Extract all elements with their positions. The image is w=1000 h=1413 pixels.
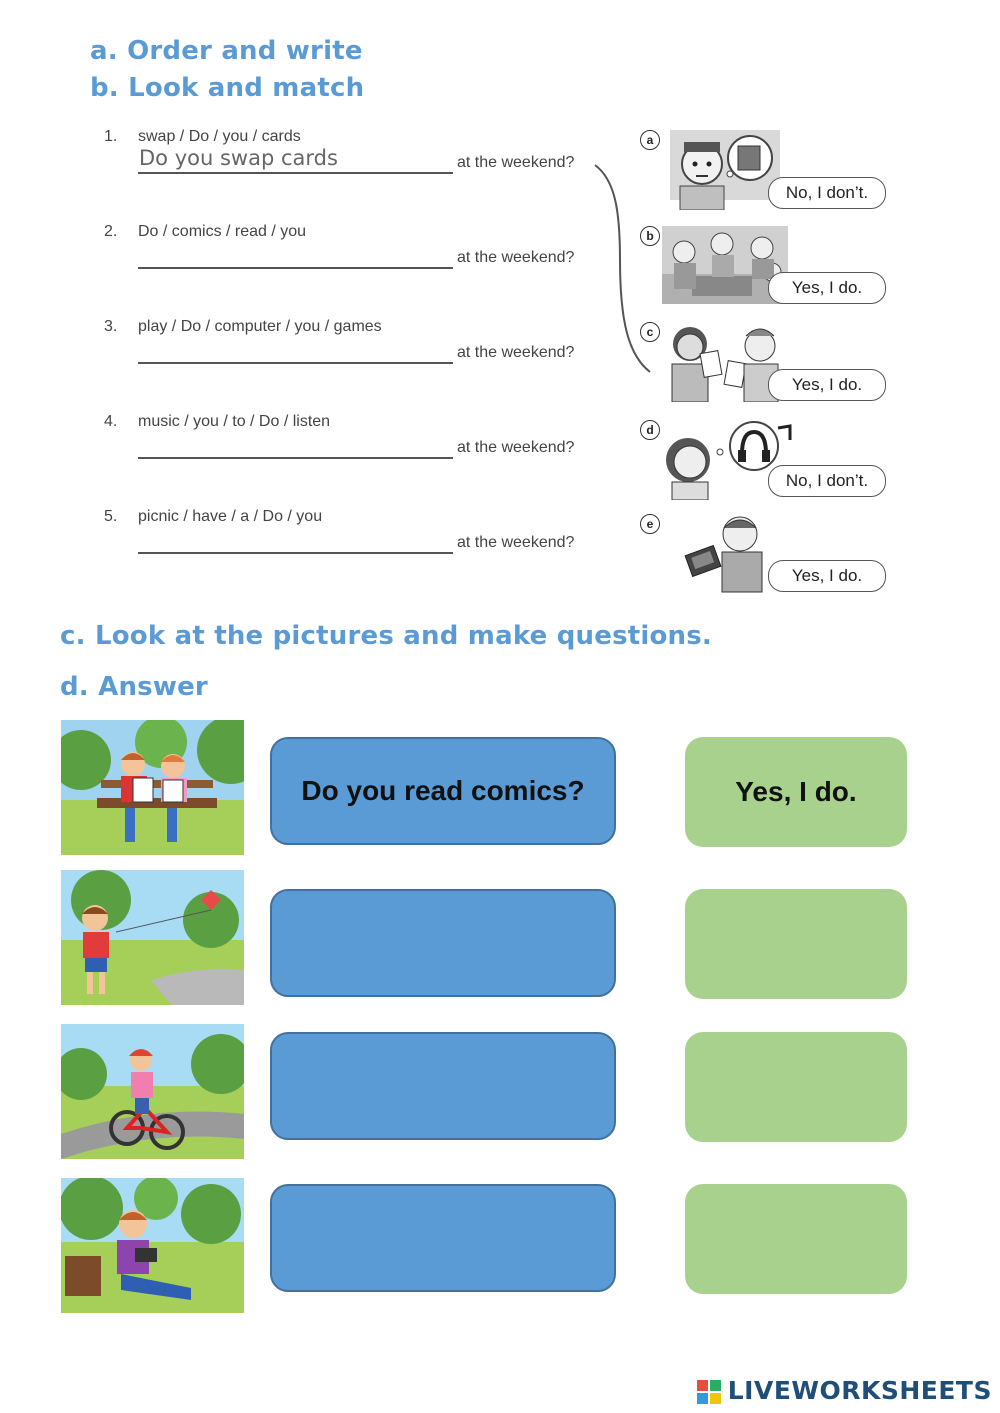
answer-box[interactable] [685,889,907,999]
item-scrambled-words: music / you / to / Do / listen [138,413,331,430]
item-scrambled-words: picnic / have / a / Do / you [138,508,323,525]
item-number: 5. [104,508,118,525]
picture-a[interactable] [640,130,890,210]
heading-make-questions: c. Look at the pictures and make questions. [60,621,713,651]
answer-box[interactable] [685,1032,907,1142]
picture-letter: d [640,420,660,440]
item-scrambled-words: play / Do / computer / you / games [138,318,382,335]
picture-letter: a [640,130,660,150]
speech-bubble: No, I don’t. [768,177,886,209]
item-tail: at the weekend? [457,154,575,171]
question-box[interactable]: Do you read comics? [270,737,616,845]
item-scrambled-words: swap / Do / you / cards [138,128,301,145]
exercise-item [104,318,604,388]
speech-bubble: Yes, I do. [768,272,886,304]
item-tail: at the weekend? [457,534,575,551]
item-tail: at the weekend? [457,439,575,456]
liveworksheets-brand[interactable]: LIVEWORKSHEETS [727,1376,992,1405]
speech-bubble: No, I don’t. [768,465,886,497]
question-box[interactable] [270,1184,616,1292]
boy-playing-computer-game-image [61,1178,244,1313]
exercise-item [104,508,604,578]
answer-input[interactable]: Do you swap cards [139,146,338,170]
question-box[interactable] [270,889,616,997]
answer-box[interactable]: Yes, I do. [685,737,907,847]
answer-line [138,172,453,174]
exercise-item [104,413,604,483]
picture-e[interactable] [640,514,890,594]
kids-reading-comics-image [61,720,244,855]
answer-line [138,267,453,269]
liveworksheets-logo-icon [697,1380,721,1404]
speech-bubble: Yes, I do. [768,560,886,592]
girl-riding-bike-image [61,1024,244,1159]
item-number: 1. [104,128,118,145]
picture-letter: c [640,322,660,342]
question-box[interactable] [270,1032,616,1140]
speech-bubble: Yes, I do. [768,369,886,401]
item-number: 2. [104,223,118,240]
answer-box[interactable] [685,1184,907,1294]
item-number: 3. [104,318,118,335]
picture-b[interactable] [640,226,890,306]
picture-d[interactable] [640,420,890,500]
answer-line [138,362,453,364]
exercise-item [104,223,604,293]
picture-letter: b [640,226,660,246]
item-scrambled-words: Do / comics / read / you [138,223,307,240]
picture-c[interactable] [640,322,890,402]
heading-answer: d. Answer [60,672,208,702]
heading-look-and-match: b. Look and match [90,73,365,103]
heading-order-and-write: a. Order and write [90,36,363,66]
exercise-item [104,128,604,198]
item-tail: at the weekend? [457,344,575,361]
picture-letter: e [640,514,660,534]
item-number: 4. [104,413,118,430]
boy-flying-kite-image [61,870,244,1005]
answer-line [138,457,453,459]
item-tail: at the weekend? [457,249,575,266]
answer-line [138,552,453,554]
